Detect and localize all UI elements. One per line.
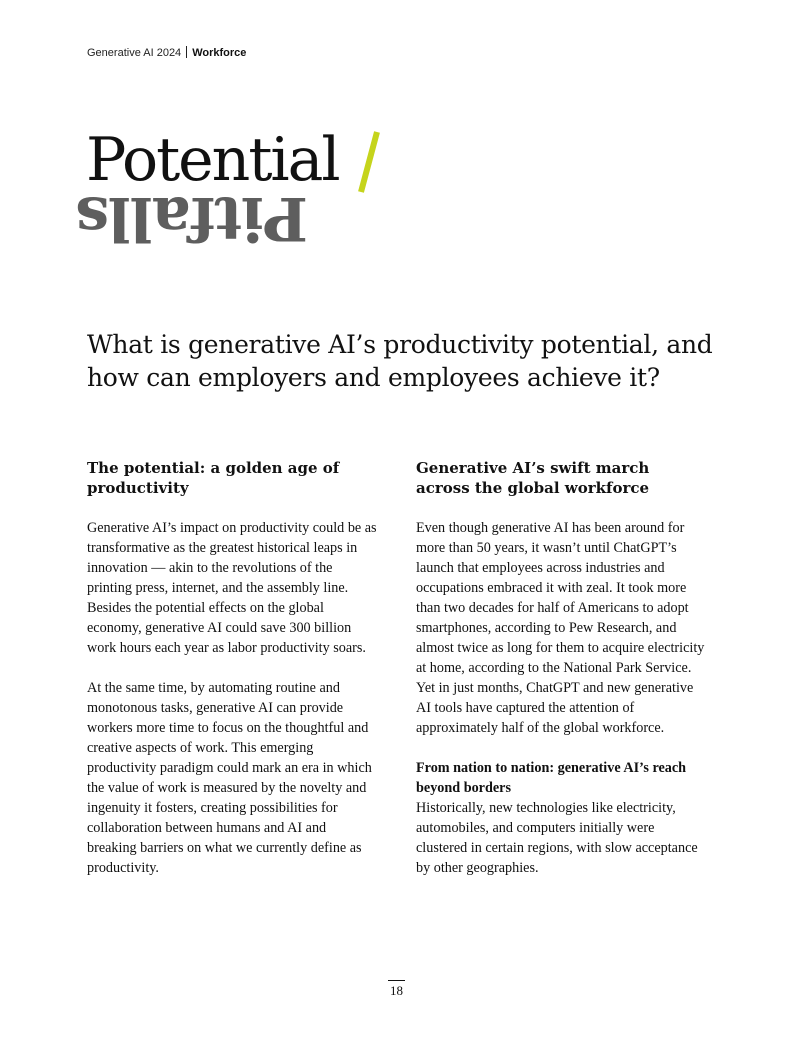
running-header xyxy=(87,46,246,59)
section-title: Workforce xyxy=(192,47,247,59)
right-column xyxy=(416,458,708,898)
left-column-heading: The potential: a golden age of productivity xyxy=(87,459,340,497)
left-column xyxy=(87,458,379,898)
hero-title xyxy=(76,125,426,256)
right-subheading: From nation to nation: generative AI’s reach beyond borders xyxy=(416,760,687,796)
report-title: Generative AI 2024 xyxy=(87,47,182,59)
right-column-heading: Generative AI’s swift march across the global workforce xyxy=(416,459,650,497)
slash-mark xyxy=(357,130,381,194)
page-number: 18 xyxy=(388,980,405,999)
right-subsection xyxy=(416,758,708,878)
right-paragraph-1: Even though generative AI has been around for more than 50 years, it wasn’t until ChatGPT’s launch that employees across industries and occupations embraced it with zeal. It took more than two decades for half of Americans to adopt smartphones, according to Pew Research, and almost twice as long for them to acquire electricity at home, according to the National Park Service. Yet in just months, ChatGPT and new generative AI tools have captured the attention of approximately half of the global workforce. xyxy=(416,520,705,736)
hero-word-pitfalls-inverted: Pitfalls xyxy=(76,183,308,253)
hero-word-potential: Potential xyxy=(86,125,339,195)
left-paragraph-2: At the same time, by automating routine and monotonous tasks, generative AI can provide workers more time to focus on the thoughtful and creative aspects of work. This emerging productivity paradigm could mark an era in which the value of work is measured by the novelty and ingenuity it fosters, creating possibilities for collaboration between humans and AI and breaking barriers on what we currently define as productivity. xyxy=(87,680,372,876)
right-sub-paragraph: Historically, new technologies like electricity, automobiles, and computers initially were clustered in certain regions, with slow acceptance by other geographies. xyxy=(416,800,698,876)
left-paragraph-1: Generative AI’s impact on productivity could be as transformative as the greatest historical leaps in innovation — akin to the revolutions of the printing press, internet, and the assembly line. Besides the potential effects on the global economy, generative AI could save 300 billion work hours each year as labor productivity soars. xyxy=(87,520,377,656)
page-question: What is generative AI’s productivity potential, and how can employers and employees achieve it? xyxy=(87,330,713,392)
header-divider xyxy=(186,46,187,58)
